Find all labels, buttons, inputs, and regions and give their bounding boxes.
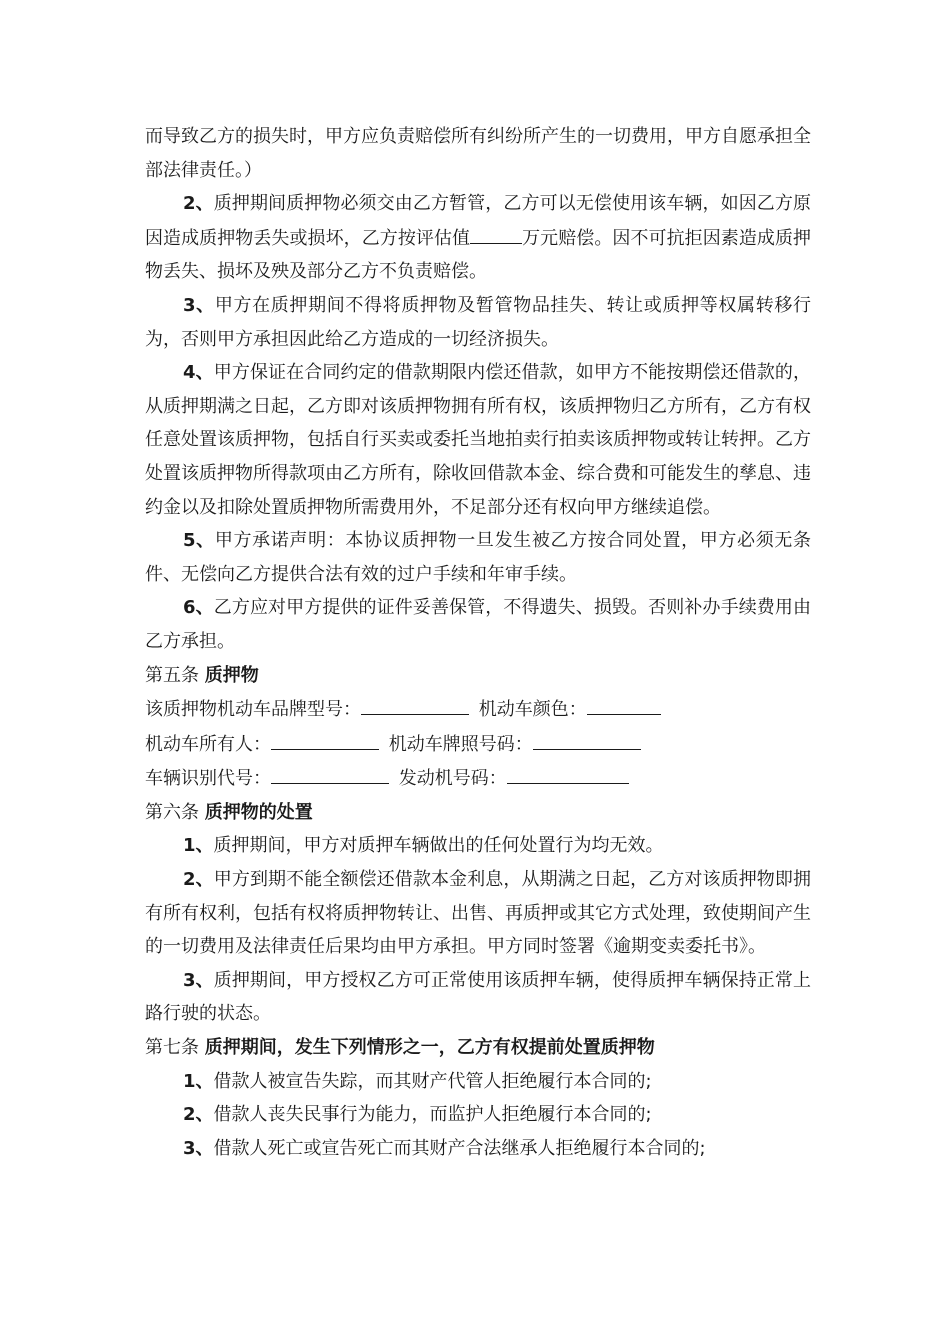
item-text: 甲方保证在合同约定的借款期限内偿还借款，如甲方不能按期偿还借款的，从质押期满之日起，乙方即对该质押物拥有所有权，该质押物归乙方所有，乙方有权任意处置该质押物，包括自行买卖或委托当地拍卖行拍卖该质押物或转让转押。乙方处置该质押物所得款项由乙方所有，除收回借款本金、综合费和可能发生的孳息、违约金以及扣除处置质押物所需费用外，不足部分还有权向甲方继续追偿。 — [145, 362, 811, 518]
plate-label: 机动车牌照号码： — [388, 733, 533, 755]
plate-blank — [533, 727, 641, 750]
field-row-1 — [145, 692, 811, 727]
clause-item-3 — [145, 289, 811, 356]
item-text: 甲方到期不能全额偿还借款本金利息，从期满之日起，乙方对该质押物即拥有所有权利，包括有权将质押物转让、出售、再质押或其它方式处理，致使期间产生的一切费用及法律责任后果均由甲方承担。甲方同时签署《逾期变卖委托书》。 — [145, 869, 811, 958]
article-label: 第五条 — [145, 664, 199, 686]
article-6-item-3 — [145, 964, 811, 1031]
article-7-item-2 — [145, 1098, 811, 1132]
field-row-3 — [145, 761, 811, 796]
item-number: 1、 — [183, 1070, 214, 1092]
engine-label: 发动机号码： — [398, 768, 507, 790]
item-text: 借款人死亡或宣告死亡而其财产合法继承人拒绝履行本合同的; — [213, 1137, 706, 1159]
item-text: 质押期间，甲方对质押车辆做出的任何处置行为均无效。 — [213, 835, 664, 857]
item-text: 借款人被宣告失踪，而其财产代管人拒绝履行本合同的; — [213, 1070, 652, 1092]
article-title: 质押物 — [204, 664, 259, 686]
article-7-item-1 — [145, 1065, 811, 1099]
color-label: 机动车颜色： — [478, 699, 587, 721]
color-blank — [587, 692, 661, 715]
vin-label: 车辆识别代号： — [145, 768, 271, 790]
clause-continuation: 而导致乙方的损失时，甲方应负责赔偿所有纠纷所产生的一切费用，甲方自愿承担全部法律责任。） — [145, 126, 811, 181]
article-6-heading — [145, 796, 811, 830]
item-text: 借款人丧失民事行为能力，而监护人拒绝履行本合同的; — [213, 1104, 652, 1126]
amount-blank — [470, 221, 522, 244]
item-number: 3、 — [183, 969, 214, 991]
article-label: 第六条 — [145, 801, 199, 823]
item-number: 5、 — [183, 530, 215, 552]
vin-blank — [271, 761, 389, 784]
clause-item-2 — [145, 187, 811, 289]
article-title: 质押物的处置 — [204, 801, 313, 823]
item-number: 3、 — [183, 294, 215, 316]
article-7-item-3 — [145, 1132, 811, 1166]
contract-body — [145, 120, 811, 1165]
item-text: 甲方承诺声明：本协议质押物一旦发生被乙方按合同处置，甲方必须无条件、无偿向乙方提供合法有效的过户手续和年审手续。 — [145, 530, 811, 585]
clause-item-5 — [145, 524, 811, 591]
engine-blank — [507, 761, 629, 784]
clause-item-4 — [145, 356, 811, 524]
item-number: 2、 — [183, 1104, 214, 1126]
article-6-item-2 — [145, 863, 811, 964]
item-number: 6、 — [183, 597, 214, 619]
owner-blank — [271, 727, 379, 750]
clause-item-6 — [145, 591, 811, 658]
brand-model-blank — [361, 692, 469, 715]
item-text: 甲方在质押期间不得将质押物及暂管物品挂失、转让或质押等权属转移行为，否则甲方承担因此给乙方造成的一切经济损失。 — [145, 294, 811, 350]
field-row-2 — [145, 727, 811, 762]
item-number: 2、 — [183, 869, 214, 891]
item-text-part2: 万元赔偿。因不可抗拒因素造成质押物丢失、损坏及殃及部分乙方不负责赔偿。 — [145, 227, 812, 283]
item-number: 2、 — [183, 193, 214, 215]
item-number: 1、 — [183, 835, 214, 857]
article-7-heading — [145, 1031, 811, 1065]
article-title: 质押期间，发生下列情形之一，乙方有权提前处置质押物 — [204, 1037, 655, 1059]
item-number: 4、 — [183, 362, 214, 384]
owner-label: 机动车所有人： — [145, 733, 271, 755]
article-5-heading — [145, 659, 811, 693]
item-text: 乙方应对甲方提供的证件妥善保管，不得遗失、损毁。否则补办手续费用由乙方承担。 — [145, 597, 811, 652]
brand-model-label: 该质押物机动车品牌型号： — [145, 699, 361, 721]
article-6-item-1 — [145, 829, 811, 863]
article-label: 第七条 — [145, 1037, 199, 1059]
item-text: 质押期间，甲方授权乙方可正常使用该质押车辆，使得质押车辆保持正常上路行驶的状态。 — [145, 969, 811, 1025]
item-number: 3、 — [183, 1137, 214, 1159]
item-text-part1: 质押期间质押物必须交由乙方暂管，乙方可以无偿使用该车辆，如因乙方原因造成质押物丢失或损坏，乙方按评估值 — [145, 193, 811, 249]
